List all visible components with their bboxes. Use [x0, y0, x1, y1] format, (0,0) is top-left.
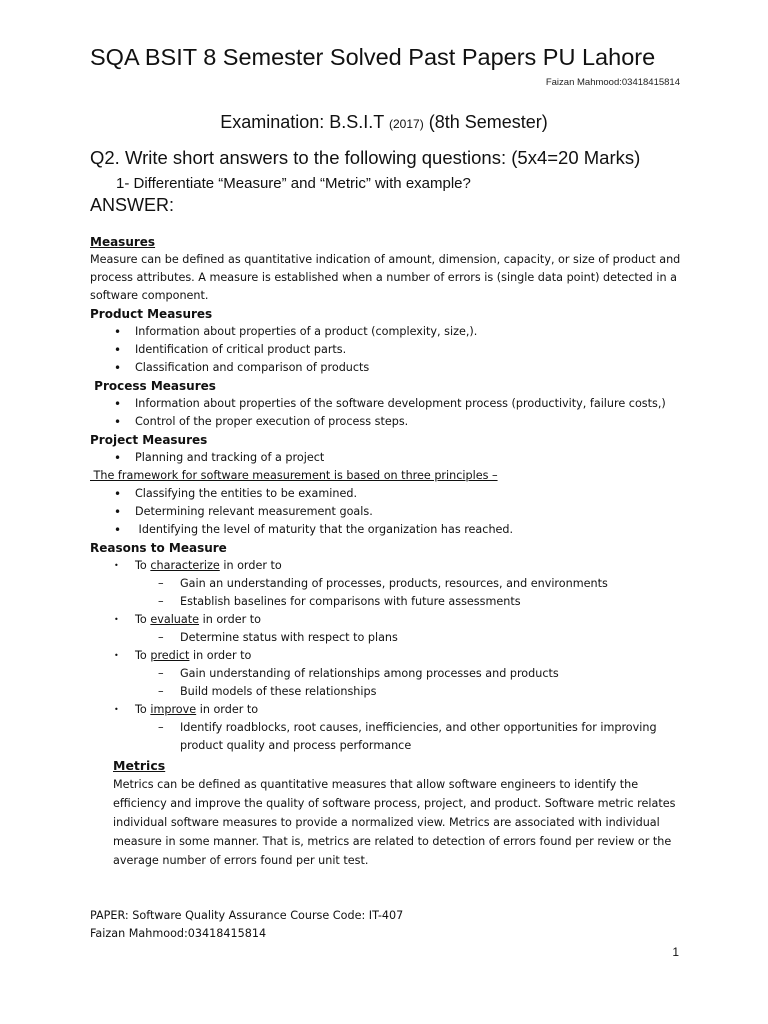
reason-sublist — [135, 629, 690, 647]
document-title: SQA BSIT 8 Semester Solved Past Papers PU Lahore — [90, 44, 656, 70]
sub-item: – Build models of these relationships — [90, 683, 690, 701]
list-item: • Identification of critical product parts. — [90, 341, 690, 359]
exam-year: (2017) — [389, 117, 424, 131]
reason-item: • To predict in order to – Gain understanding of relationships among processes and products – Build models of these relationships — [90, 647, 690, 701]
footer-paper: PAPER: Software Quality Assurance Course Code: IT-407 — [90, 909, 404, 922]
reason-item: • To characterize in order to – Gain an understanding of processes, products, resources, and environments – Establish baselines for comparisons with future assessments — [90, 557, 690, 611]
reason-item: • To evaluate in order to – Determine status with respect to plans — [90, 611, 690, 647]
reason-sublist — [135, 719, 690, 755]
product-measures-heading: Product Measures — [90, 307, 213, 321]
question-heading: Q2. Write short answers to the following questions: (5x4=20 Marks) — [90, 147, 641, 168]
reason-sublist — [135, 665, 690, 701]
reason-keyword: characterize — [150, 559, 220, 572]
list-item: • Planning and tracking of a project — [90, 449, 690, 467]
sub-item: – Gain an understanding of processes, products, resources, and environments — [90, 575, 690, 593]
list-item: • Classification and comparison of products — [90, 359, 690, 377]
metrics-section — [113, 757, 690, 870]
sub-item: – Determine status with respect to plans — [90, 629, 690, 647]
framework-heading: The framework for software measurement is based on three principles – — [90, 469, 498, 482]
page-number: 1 — [672, 945, 679, 959]
header-contact: Faizan Mahmood:03418415814 — [545, 77, 680, 88]
answer-body — [90, 233, 690, 870]
exam-semester: (8th Semester) — [428, 112, 548, 132]
measures-heading: Measures — [90, 235, 156, 249]
sub-question: 1- Differentiate “Measure” and “Metric” with example? — [116, 175, 471, 192]
list-item: • Identifying the level of maturity that the organization has reached. — [90, 521, 690, 539]
reason-keyword: improve — [150, 703, 197, 716]
list-item: • Information about properties of a product (complexity, size,). — [90, 323, 690, 341]
list-item: • Determining relevant measurement goals. — [90, 503, 690, 521]
reasons-list — [90, 557, 690, 755]
reasons-heading: Reasons to Measure — [90, 541, 227, 555]
footer-author: Faizan Mahmood:03418415814 — [90, 927, 267, 940]
sub-item: – Identify roadblocks, root causes, inefficiencies, and other opportunities for improving product quality and process performance — [90, 719, 690, 755]
measures-intro: Measure can be defined as quantitative indication of amount, dimension, capacity, or size of product and process attributes. A measure is established when a number of errors is (single data point) detected in a software component. — [90, 253, 681, 302]
metrics-text: Metrics can be defined as quantitative measures that allow software engineers to identify the efficiency and improve the quality of software process, project, and product. Software metric relates individual software measures to provide a normalized view. Metrics are associated with individual measure in some manner. That is, metrics are related to detection of errors found per review or the average number of errors found per unit test. — [113, 778, 676, 867]
reason-keyword: predict — [150, 649, 190, 662]
sub-item: – Gain understanding of relationships among processes and products — [90, 665, 690, 683]
project-measures-heading: Project Measures — [90, 433, 208, 447]
list-item: • Information about properties of the software development process (productivity, failure costs,) — [90, 395, 690, 413]
product-measures-list — [90, 323, 690, 377]
process-measures-list — [90, 395, 690, 431]
reason-sublist — [135, 575, 690, 611]
process-measures-heading: Process Measures — [90, 379, 216, 393]
metrics-heading: Metrics — [113, 758, 166, 773]
reason-keyword: evaluate — [150, 613, 200, 626]
list-item: • Control of the proper execution of process steps. — [90, 413, 690, 431]
framework-list — [90, 485, 690, 539]
answer-label: ANSWER: — [90, 195, 175, 215]
reason-item: • To improve in order to – Identify roadblocks, root causes, inefficiencies, and other opportunities for improving product quality and process performance — [90, 701, 690, 755]
list-item: • Classifying the entities to be examined. — [90, 485, 690, 503]
sub-item: – Establish baselines for comparisons with future assessments — [90, 593, 690, 611]
exam-line — [0, 112, 768, 133]
exam-label: Examination: B.S.I.T — [220, 112, 384, 132]
project-measures-list — [90, 449, 690, 467]
page-footer — [90, 907, 403, 943]
